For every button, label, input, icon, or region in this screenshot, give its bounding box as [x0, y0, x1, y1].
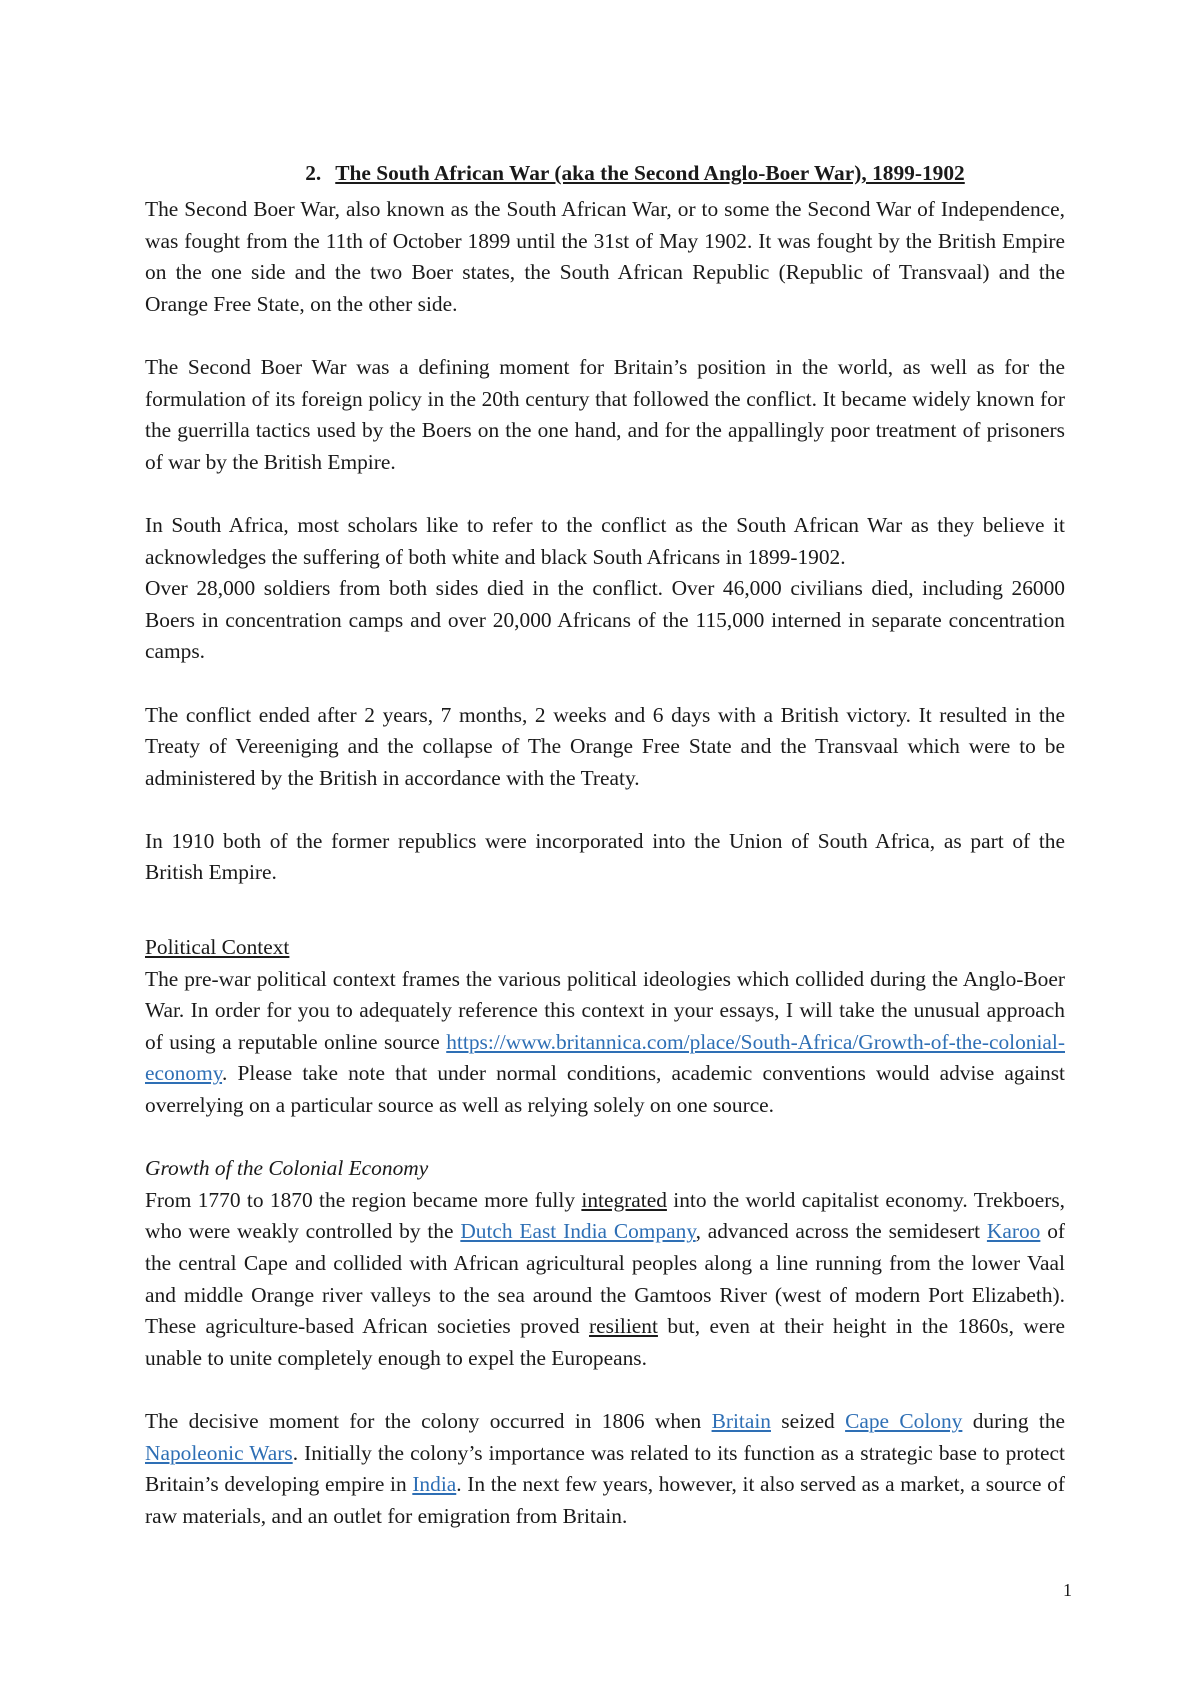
- resilient-word: resilient: [589, 1314, 658, 1339]
- intro-paragraph-2: The Second Boer War was a defining moment for Britain’s position in the world, as well as for the formulation of its foreign policy in the 20th century that followed the conflict. It became widely known for the guerrilla tactics used by the Boers on the one hand, and for the appallingly poor treatment of prisoners of war by the British Empire.: [145, 354, 1065, 474]
- political-context-text-1: The pre-war political context frames the various political ideologies which collided during the Anglo-Boer War. In order for you to adequately reference this context in your essays, I will take the unusual approach of using a reputable online source: [145, 966, 1065, 1054]
- colonial-economy-paragraph-1: [145, 1185, 1065, 1375]
- political-context-text-2: . Please take note that under normal conditions, academic conventions would advise against overrelying on a particular source as well as relying solely on one source.: [145, 1061, 1065, 1118]
- dutch-east-india-company-link[interactable]: Dutch East India Company: [460, 1219, 696, 1244]
- britain-link[interactable]: Britain: [711, 1408, 771, 1433]
- text-span: seized: [770, 1408, 846, 1433]
- political-context-title: Political Context: [145, 935, 290, 960]
- text-span: during the: [962, 1408, 1066, 1433]
- cape-colony-link[interactable]: Cape Colony: [845, 1408, 963, 1433]
- text-span: of the central Cape and collided with African agricultural peoples along a line running from the lower Vaal and middle Orange river valleys to the sea around the Gamtoos River (west of modern Port Elizabeth). These agriculture-based African societies proved: [145, 1219, 1066, 1339]
- intro-paragraph-4: The conflict ended after 2 years, 7 months, 2 weeks and 6 days with a British victory. It resulted in the Treaty of Vereeniging and the collapse of The Orange Free State and the Transvaal which were to be administered by the British in accordance with the Treaty.: [145, 702, 1065, 790]
- text-span: into the world capitalist economy. Trekboers, who were weakly controlled by the: [145, 1187, 1065, 1244]
- page-number: 1: [1063, 1580, 1072, 1600]
- integrated-word: integrated: [581, 1187, 667, 1212]
- colonial-economy-title: Growth of the Colonial Economy: [145, 1156, 429, 1181]
- section-heading: [145, 158, 1065, 188]
- india-link[interactable]: India: [412, 1472, 457, 1497]
- text-span: From 1770 to 1870 the region became more fully: [145, 1187, 582, 1212]
- document-page: [145, 158, 1065, 1532]
- karoo-link[interactable]: Karoo: [986, 1219, 1041, 1244]
- political-context-paragraph: [145, 964, 1065, 1122]
- intro-paragraph-3b: Over 28,000 soldiers from both sides died in the conflict. Over 46,000 civilians died, including 26000 Boers in concentration camps and over 20,000 Africans of the 115,000 interned in separate concentration camps.: [145, 576, 1065, 664]
- intro-paragraph-3a: In South Africa, most scholars like to refer to the conflict as the South African War as they believe it acknowledges the suffering of both white and black South Africans in 1899-1902.: [145, 512, 1065, 569]
- text-span: but, even at their height in the 1860s, were unable to unite completely enough to expel the Europeans.: [145, 1314, 1065, 1370]
- intro-paragraph-1: The Second Boer War, also known as the South African War, or to some the Second War of Independence, was fought from the 11th of October 1899 until the 31st of May 1902. It was fought by the British Empire on the one side and the two Boer states, the South African Republic (Republic of Transvaal) and the Orange Free State, on the other side.: [145, 197, 1065, 316]
- colonial-economy-paragraph-2: [145, 1406, 1065, 1532]
- heading-number: 2.: [305, 161, 322, 185]
- text-span: . In the next few years, however, it also served as a market, a source of raw materials, and an outlet for emigration from Britain.: [145, 1472, 1065, 1528]
- heading-text: The South African War (aka the Second Anglo-Boer War), 1899-1902: [335, 161, 965, 185]
- text-span: The decisive moment for the colony occurred in 1806 when: [145, 1408, 712, 1433]
- text-span: . Initially the colony’s importance was related to its function as a strategic base to protect Britain’s developing empire in: [145, 1440, 1065, 1497]
- text-span: , advanced across the semidesert: [695, 1219, 987, 1244]
- napoleonic-wars-link[interactable]: Napoleonic Wars: [145, 1440, 293, 1465]
- britannica-link[interactable]: https://www.britannica.com/place/South-Africa/Growth-of-the-colonial-economy: [145, 1029, 1065, 1086]
- intro-paragraph-5: In 1910 both of the former republics were incorporated into the Union of South Africa, as part of the British Empire.: [145, 828, 1065, 885]
